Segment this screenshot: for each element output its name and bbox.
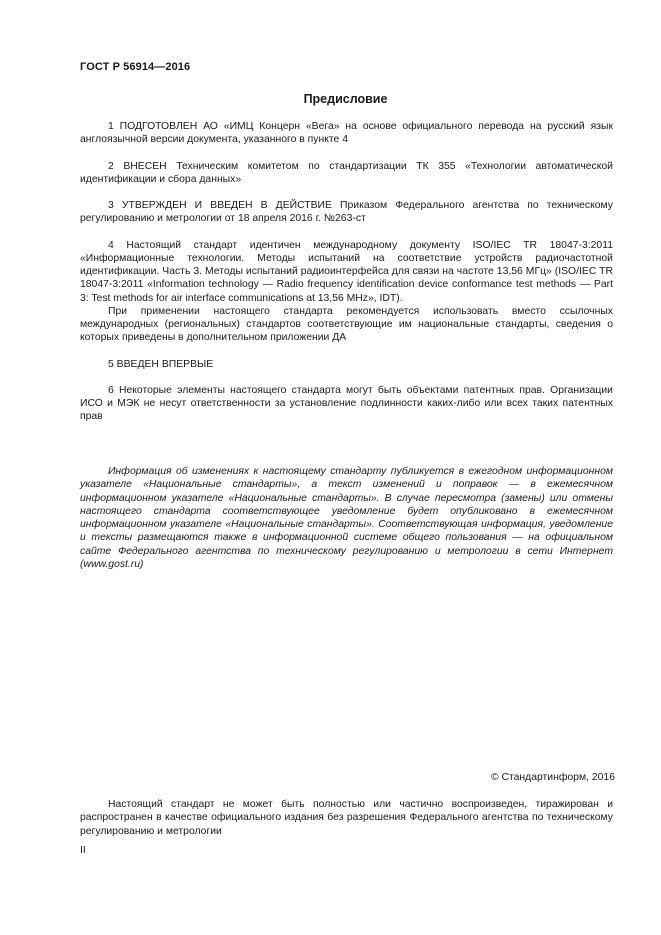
paragraph-6: 6 Некоторые элементы настоящего стандарта могут быть объектами патентных прав. Организации ИСО и МЭК не несут ответственности за установление подлинности каких-либо или всех таких патентных прав: [80, 384, 613, 423]
reproduction-notice: [80, 798, 613, 838]
changes-info-text: Информация об изменениях к настоящему стандарту публикуется в ежегодном информационном указателе «Национальные стандарты», а текст изменений и поправок — в ежемесячном информационном указателе «Национальные стандарты». В случае пересмотра (замены) или отмены настоящего стандарта соответствующее уведомление будет опубликовано в ежемесячном информационном указателе «Национальные стандарты». Соответствующая информация, уведомление и тексты размещаются также в информационной системе общего пользования — на официальном сайте Федерального агентства по техническому регулированию и метрологии в сети Интернет (www.gost.ru): [80, 466, 613, 571]
document-number: ГОСТ Р 56914—2016: [80, 61, 191, 73]
paragraph-1: 1 ПОДГОТОВЛЕН АО «ИМЦ Концерн «Вега» на основе официального перевода на русский язык англоязычной версии документа, указанного в пункте 4: [80, 121, 613, 146]
paragraph-3: 3 УТВЕРЖДЕН И ВВЕДЕН В ДЕЙСТВИЕ Приказом Федерального агентства по техническому регулированию и метрологии от 18 апреля 2016 г. №263-ст: [80, 200, 613, 225]
foreword-body: [80, 120, 613, 424]
paragraph-5: 5 ВВЕДЕН ВПЕРВЫЕ: [108, 358, 214, 370]
copyright: © Стандартинформ, 2016: [490, 772, 615, 783]
paragraph-2: 2 ВНЕСЕН Техническим комитетом по стандартизации ТК 355 «Технологии автоматической идентификации и сбора данных»: [80, 160, 613, 185]
page-title: Предисловие: [303, 92, 388, 106]
reproduction-notice-text: Настоящий стандарт не может быть полностью или частично воспроизведен, тиражирован и распространен в качестве официального издания без разрешения Федерального агентства по техническому регулированию и метрологии: [80, 799, 613, 837]
paragraph-4: 4 Настоящий стандарт идентичен международному документу ISO/IEC TR 18047-3:2011 «Информационные технологии. Методы испытаний на соответствие устройств радиочастотной идентификации. Часть 3. Методы испытаний радиоинтерфейса для связи на частоте 13,56 МГц» (ISO/IEC TR 18047-3:2011 «Information technology — Radio frequency identification device conformance test methods — Part 3: Test methods for air interface communications at 13,56 MHz», IDT).: [80, 239, 613, 304]
changes-info-block: [80, 465, 613, 571]
paragraph-4-continued: При применении настоящего стандарта рекомендуется использовать вместо ссылочных международных (региональных) стандартов соответствующие им национальные стандарты, сведения о которых приведены в дополнительном приложении ДА: [80, 305, 613, 344]
page-number: II: [80, 845, 86, 856]
